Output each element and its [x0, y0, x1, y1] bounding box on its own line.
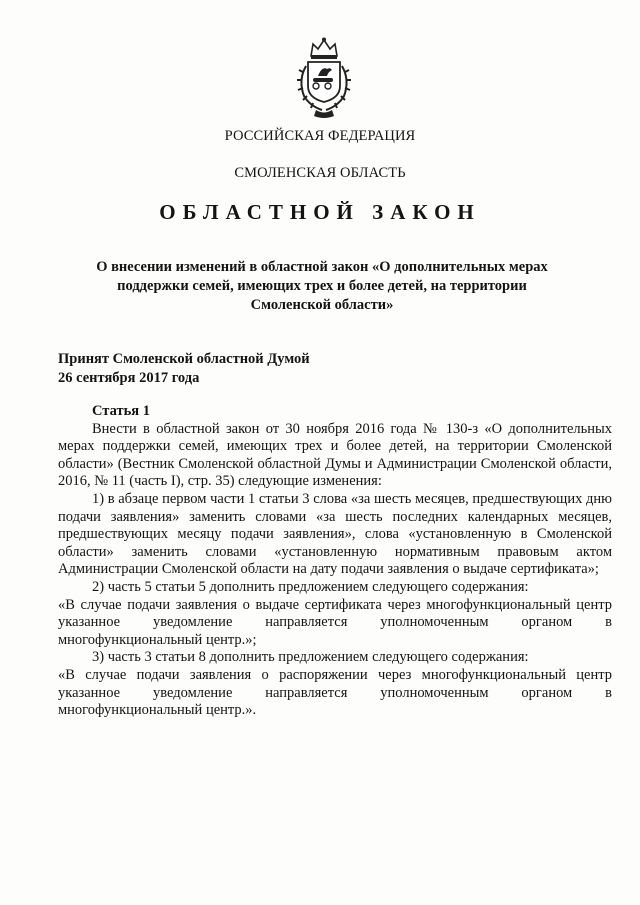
- adoption-info: [58, 350, 310, 388]
- amendment-item-2: 2) часть 5 статьи 5 дополнить предложением следующего содержания:: [92, 578, 529, 595]
- law-subject-line: О внесении изменений в областной закон «О дополнительных мерах: [96, 259, 548, 275]
- article-intro-paragraph: Внести в областной закон от 30 ноября 2016 года № 130-з «О дополнительных мерах поддержки семей, имеющих трех и более детей, на территории Смоленской области» (Вестник Смоленской областной Думы и Администрации Смоленской области, 2016, № 11 (часть I), стр. 35) следующие изменения:: [58, 420, 612, 490]
- article-body: [58, 403, 612, 720]
- country-name: РОССИЙСКАЯ ФЕДЕРАЦИЯ: [224, 128, 416, 144]
- region-name: СМОЛЕНСКАЯ ОБЛАСТЬ: [234, 165, 406, 181]
- article-heading: Статья 1: [92, 403, 150, 419]
- amendment-item-1: 1) в абзаце первом части 1 статьи 3 слова «за шесть месяцев, предшествующих дню подачи заявления» заменить словами «за шесть последних календарных месяцев, предшествующих месяцу подачи заявления», слова «установленную в Смоленской области» заменить словами «установленную нормативным правовым актом Администрации Смоленской области на дату подачи заявления о выдаче сертификата»;: [58, 490, 612, 578]
- adopted-by: Принят Смоленской областной Думой: [58, 351, 310, 367]
- amendment-item-2-quote: «В случае подачи заявления о выдаче сертификата через многофункциональный центр указанное уведомление направляется уполномоченным органом в многофункциональный центр.»;: [58, 596, 612, 648]
- law-subject: [70, 258, 574, 315]
- document-type-title: ОБЛАСТНОЙ ЗАКОН: [159, 200, 481, 224]
- amendment-item-3-quote: «В случае подачи заявления о распоряжении через многофункциональный центр указанное уведомление направляется уполномоченным органом в многофункциональный центр.».: [58, 666, 612, 719]
- adoption-date: 26 сентября 2017 года: [58, 370, 200, 386]
- law-subject-line: Смоленской области»: [250, 297, 394, 313]
- amendment-item-3: 3) часть 3 статьи 8 дополнить предложением следующего содержания:: [92, 649, 529, 666]
- law-subject-line: поддержки семей, имеющих трех и более детей, на территории: [117, 278, 527, 294]
- smolensk-coat-of-arms-icon: [294, 36, 354, 118]
